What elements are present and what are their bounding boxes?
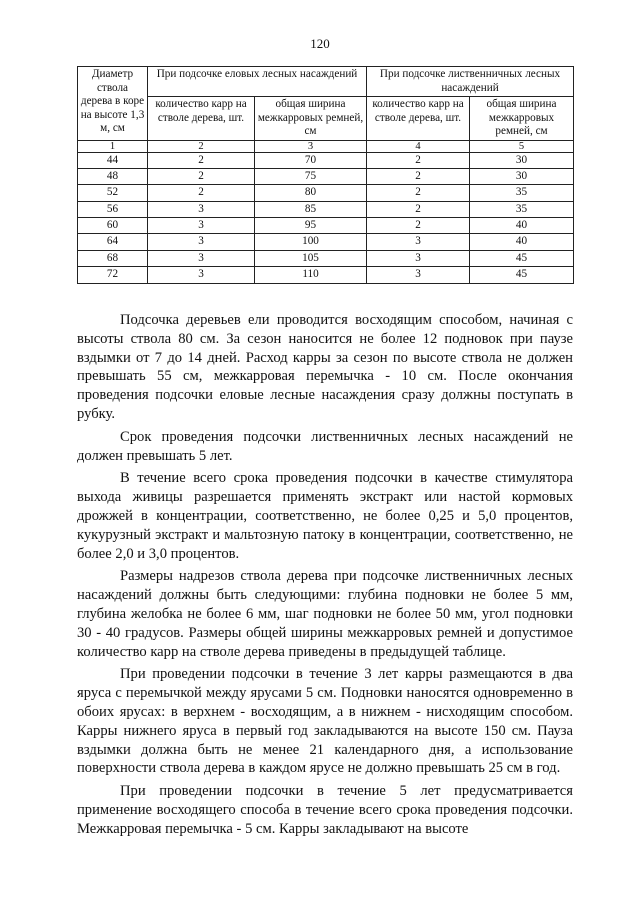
paragraph: В течение всего срока проведения подсочки в качестве стимулятора выхода живицы разрешается применять экстракт или настой кормовых дрожжей в концентрации, соответственно, не более 0,25 и 5,0 процентов, кукурузный экстракт и мальтозную патоку в концентрации, соответственно, не более 2,0 и 3,0 процентов. [77, 470, 573, 562]
table-row [78, 201, 574, 217]
table-row [78, 218, 574, 234]
column-number: 3 [255, 140, 367, 152]
paragraph: Размеры надрезов ствола дерева при подсочке лиственничных лесных насаждений должны быть следующими: глубина подновки не более 5 мм, глубина желобка не более 6 мм, шаг подновки не более 50 мм, угол подновки 30 - 40 градусов. Размеры общей ширины межкарровых ремней и допустимое количество карр на стволе дерева приведены в предыдущей таблице. [77, 568, 573, 660]
header-larch-group: При подсочке лиственничных лесных насаждений [367, 67, 574, 97]
table-cell: 68 [78, 250, 148, 266]
column-number: 5 [470, 140, 574, 152]
table-cell: 35 [470, 185, 574, 201]
header-larch-width: общая ширина межкарровых ремней, см [470, 97, 574, 141]
table-cell: 45 [470, 267, 574, 283]
table-cell: 56 [78, 201, 148, 217]
table-cell: 2 [367, 168, 470, 184]
tapping-norms-table [77, 66, 574, 284]
table-cell: 100 [255, 234, 367, 250]
table-cell: 85 [255, 201, 367, 217]
table-cell: 95 [255, 218, 367, 234]
table-cell: 3 [148, 201, 255, 217]
header-spruce-group: При подсочке еловых лесных насаждений [148, 67, 367, 97]
table-cell: 2 [367, 185, 470, 201]
table-cell: 60 [78, 218, 148, 234]
table-row [78, 234, 574, 250]
table-cell: 44 [78, 152, 148, 168]
table-cell: 3 [367, 267, 470, 283]
page-number: 120 [310, 36, 330, 51]
header-larch-count: количество карр на стволе дерева, шт. [367, 97, 470, 141]
body-text [77, 311, 573, 839]
table-cell: 75 [255, 168, 367, 184]
table-cell: 72 [78, 267, 148, 283]
table-row [78, 267, 574, 283]
table-cell: 2 [148, 185, 255, 201]
table-cell: 3 [367, 234, 470, 250]
header-spruce-count: количество карр на стволе дерева, шт. [148, 97, 255, 141]
table-cell: 48 [78, 168, 148, 184]
table-cell: 64 [78, 234, 148, 250]
column-number: 4 [367, 140, 470, 152]
column-number: 2 [148, 140, 255, 152]
table-cell: 70 [255, 152, 367, 168]
table-cell: 30 [470, 168, 574, 184]
header-spruce-width: общая ширина межкарровых ремней, см [255, 97, 367, 141]
table-cell: 35 [470, 201, 574, 217]
table-cell: 2 [148, 152, 255, 168]
column-number-row [78, 140, 574, 152]
paragraph: Срок проведения подсочки лиственничных лесных насаждений не должен превышать 5 лет. [77, 428, 573, 464]
table-cell: 3 [148, 218, 255, 234]
table-cell: 30 [470, 152, 574, 168]
paragraph: Подсочка деревьев ели проводится восходящим способом, начиная с высоты ствола 80 см. За сезон наносится не более 12 подновок при паузе вздымки от 7 до 14 дней. Расход карры за сезон по высоте ствола не должен превышать 55 см, межкарровая перемычка - 10 см. После окончания проведения подсочки еловые лесные насаждения сразу должны поступать в рубку. [77, 312, 573, 422]
table-cell: 3 [367, 250, 470, 266]
table-cell: 3 [148, 267, 255, 283]
table-row [78, 152, 574, 168]
column-number: 1 [78, 140, 148, 152]
paragraph: При проведении подсочки в течение 3 лет карры размещаются в два яруса с перемычкой между ярусами 5 см. Подновки наносятся одновременно в обоих ярусах: в верхнем - восходящим, а в нижнем - нисходящим способом. Карры нижнего яруса в первый год закладываются на высоте 150 см. Пауза вздымки должна быть не менее 21 календарного дня, а использование поверхности ствола дерева в каждом ярусе не должно превышать 25 см в год. [77, 666, 573, 777]
table-row [78, 185, 574, 201]
table-cell: 2 [148, 168, 255, 184]
paragraph: При проведении подсочки в течение 5 лет предусматривается применение восходящего способа в течение всего срока проведения подсочки. Межкарровая перемычка - 5 см. Карры закладывают на высоте [77, 783, 573, 837]
table-body [78, 140, 574, 283]
table-cell: 2 [367, 218, 470, 234]
table-cell: 2 [367, 152, 470, 168]
table-cell: 3 [148, 250, 255, 266]
header-diameter: Диаметр ствола дерева в коре на высоте 1,3 м, см [78, 67, 148, 141]
table-cell: 45 [470, 250, 574, 266]
table-cell: 80 [255, 185, 367, 201]
table-cell: 105 [255, 250, 367, 266]
table-cell: 52 [78, 185, 148, 201]
table-row [78, 250, 574, 266]
table-cell: 40 [470, 218, 574, 234]
table-row [78, 168, 574, 184]
table-cell: 40 [470, 234, 574, 250]
table-cell: 2 [367, 201, 470, 217]
table-cell: 3 [148, 234, 255, 250]
table-cell: 110 [255, 267, 367, 283]
